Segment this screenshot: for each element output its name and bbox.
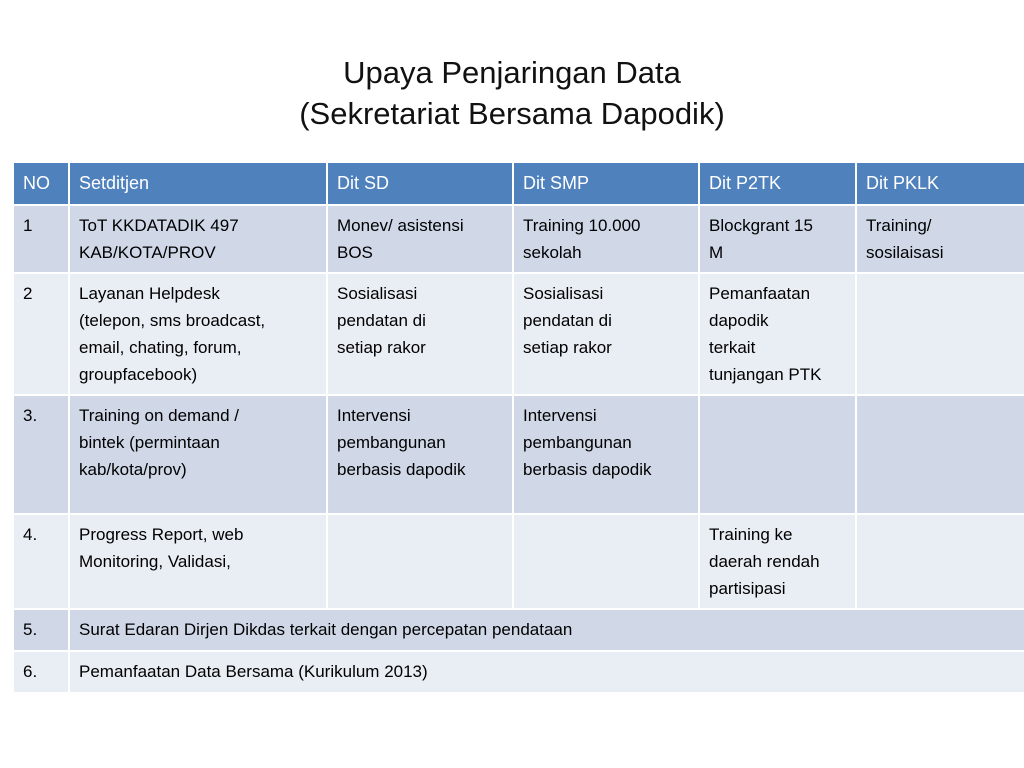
table-row	[13, 514, 1024, 609]
table-row	[13, 651, 1024, 693]
cell-dit-smp: Training 10.000 sekolah	[513, 205, 699, 273]
cell-setditjen: Progress Report, web Monitoring, Validasi,	[69, 514, 327, 609]
header-dit-p2tk: Dit P2TK	[699, 162, 856, 205]
table-row	[13, 609, 1024, 651]
cell-no: 1	[13, 205, 69, 273]
slide-title-line-1: Upaya Penjaringan Data	[343, 55, 681, 90]
cell-dit-pklk	[856, 514, 1024, 609]
cell-dit-p2tk	[699, 395, 856, 514]
cell-dit-smp	[513, 514, 699, 609]
table-header-row	[13, 162, 1024, 205]
cell-dit-p2tk: Pemanfaatan dapodik terkait tunjangan PTK	[699, 273, 856, 395]
header-dit-sd: Dit SD	[327, 162, 513, 205]
cell-no: 5.	[13, 609, 69, 651]
cell-no: 6.	[13, 651, 69, 693]
cell-merged-description: Pemanfaatan Data Bersama (Kurikulum 2013)	[69, 651, 1024, 693]
cell-dit-pklk: Training/ sosilaisasi	[856, 205, 1024, 273]
header-setditjen: Setditjen	[69, 162, 327, 205]
cell-setditjen: Training on demand / bintek (permintaan kab/kota/prov)	[69, 395, 327, 514]
header-dit-smp: Dit SMP	[513, 162, 699, 205]
header-no: NO	[13, 162, 69, 205]
table-row	[13, 205, 1024, 273]
cell-dit-sd	[327, 514, 513, 609]
cell-dit-pklk	[856, 395, 1024, 514]
cell-dit-sd: Monev/ asistensi BOS	[327, 205, 513, 273]
slide-title	[0, 52, 1024, 134]
cell-dit-p2tk: Training ke daerah rendah partisipasi	[699, 514, 856, 609]
cell-dit-p2tk: Blockgrant 15 M	[699, 205, 856, 273]
table-row	[13, 273, 1024, 395]
cell-merged-description: Surat Edaran Dirjen Dikdas terkait dengan percepatan pendataan	[69, 609, 1024, 651]
header-dit-pklk: Dit PKLK	[856, 162, 1024, 205]
cell-dit-smp: Sosialisasi pendatan di setiap rakor	[513, 273, 699, 395]
cell-no: 4.	[13, 514, 69, 609]
cell-dit-sd: Intervensi pembangunan berbasis dapodik	[327, 395, 513, 514]
cell-dit-sd: Sosialisasi pendatan di setiap rakor	[327, 273, 513, 395]
data-collection-table	[12, 161, 1024, 694]
cell-setditjen: ToT KKDATADIK 497 KAB/KOTA/PROV	[69, 205, 327, 273]
slide-title-line-2: (Sekretariat Bersama Dapodik)	[299, 96, 725, 131]
cell-setditjen: Layanan Helpdesk (telepon, sms broadcast, email, chating, forum, groupfacebook)	[69, 273, 327, 395]
cell-dit-pklk	[856, 273, 1024, 395]
cell-no: 3.	[13, 395, 69, 514]
cell-dit-smp: Intervensi pembangunan berbasis dapodik	[513, 395, 699, 514]
cell-no: 2	[13, 273, 69, 395]
table-row	[13, 395, 1024, 514]
